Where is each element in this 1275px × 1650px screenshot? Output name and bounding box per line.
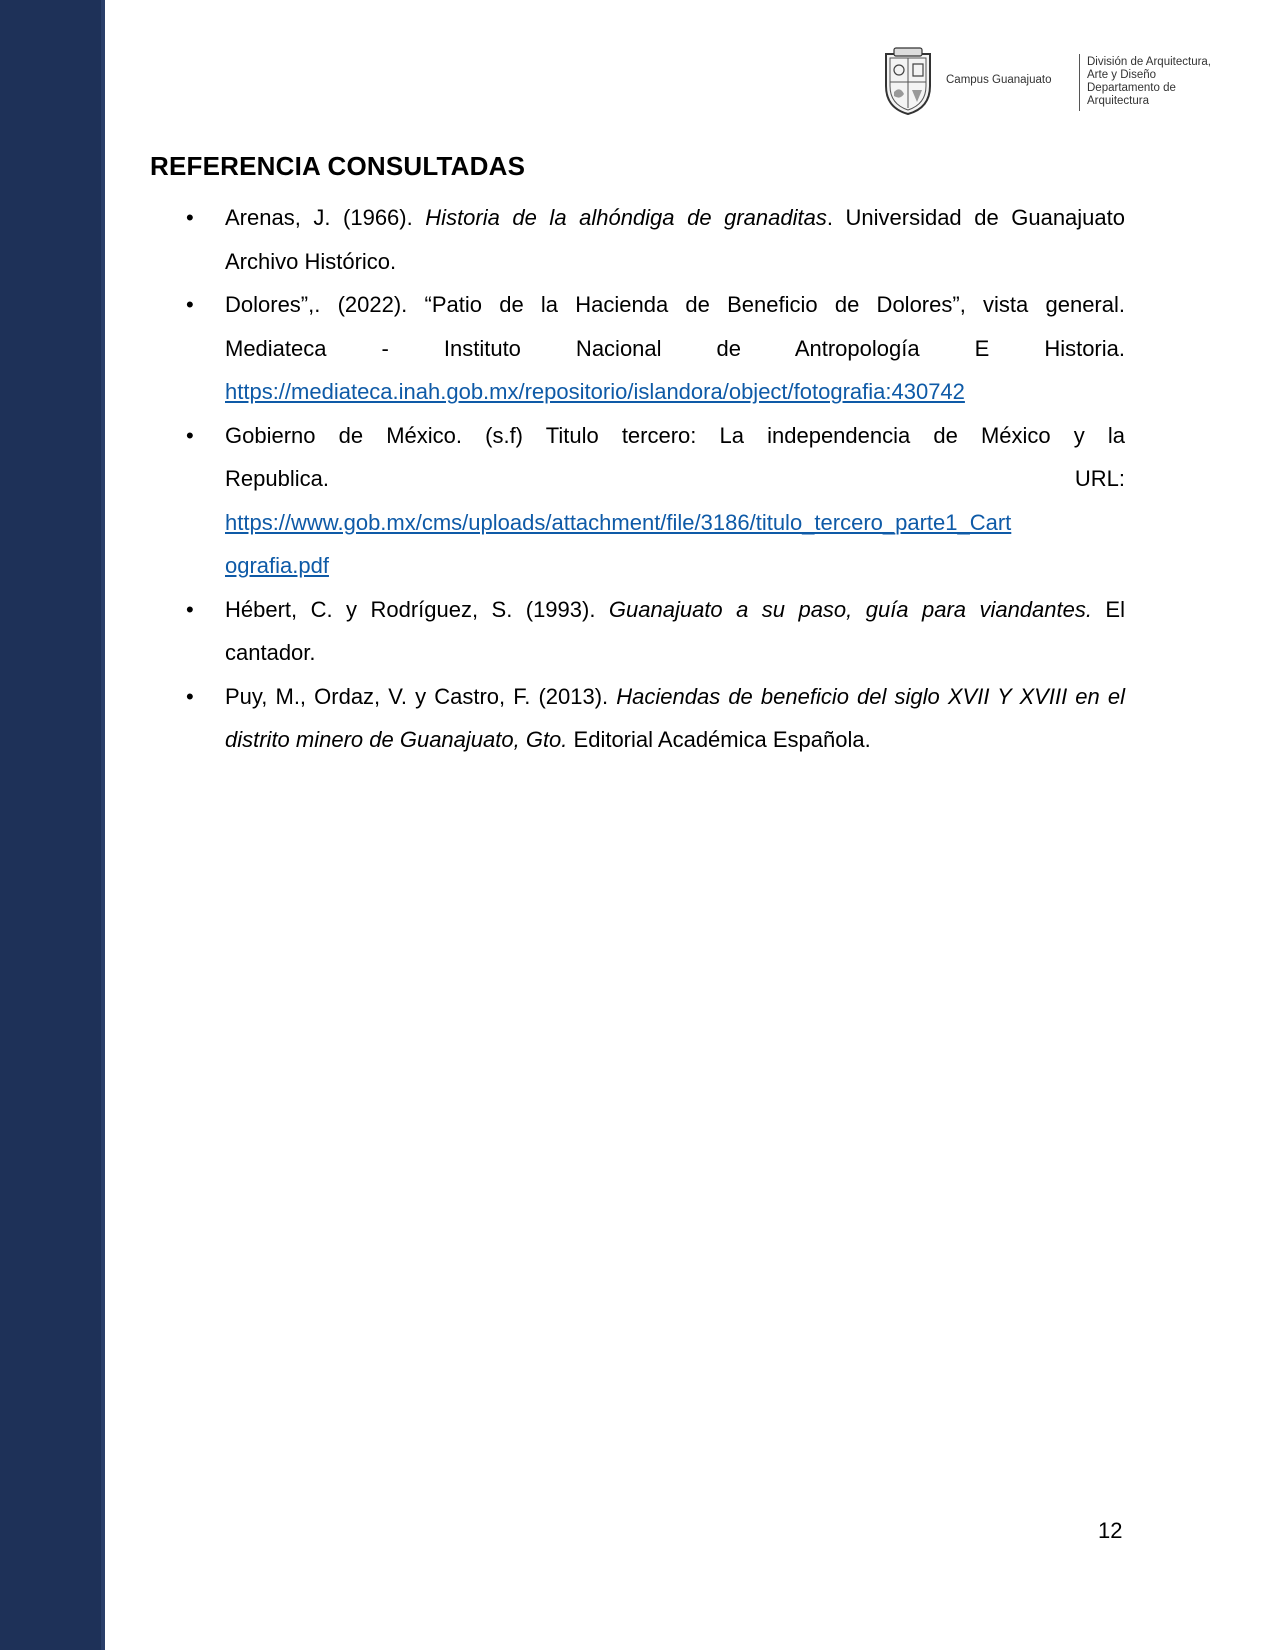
division-line: Arquitectura — [1087, 95, 1150, 107]
reference-title: Historia de la alhóndiga de granaditas — [425, 205, 827, 230]
reference-text: . Universidad de Guanajuato Archivo Histórico. — [225, 205, 1125, 274]
side-color-band — [0, 0, 105, 1650]
reference-link[interactable]: https://mediateca.inah.gob.mx/repositorio/islandora/object/fotografia:430742 — [225, 379, 965, 404]
section-title: REFERENCIA CONSULTADAS — [150, 151, 526, 181]
reference-text: Puy, M., Ordaz, V. y Castro, F. (2013). — [225, 683, 617, 709]
reference-text: URL: — [1074, 466, 1125, 491]
reference-item — [225, 588, 1125, 675]
reference-text: • Gobierno de México. (s.f) Titulo tercero: La independencia de México y la — [225, 422, 1125, 448]
division-line: Arte y Diseño — [1087, 69, 1157, 81]
reference-link-continued[interactable]: ografia.pdf — [225, 553, 329, 578]
campus-name: Campus Guanajuato — [946, 74, 1052, 86]
reference-list — [225, 196, 1125, 762]
reference-text: Mediateca - Instituto Nacional de Antropología E Historia. — [225, 335, 1125, 361]
header-divider — [1079, 54, 1080, 111]
page-header — [880, 44, 1240, 120]
division-name — [1087, 56, 1211, 108]
reference-text: Hébert, C. y Rodríguez, S. (1993). — [225, 596, 609, 622]
reference-link[interactable]: https://www.gob.mx/cms/uploads/attachment/file/3186/titulo_tercero_parte1_Cart — [225, 509, 1012, 535]
page-number: 12 — [1098, 1518, 1123, 1543]
reference-text: • Dolores”,. (2022). “Patio de la Hacienda de Beneficio de Dolores”, vista general. — [225, 292, 1125, 317]
reference-title: Guanajuato a su paso, guía para viandantes. — [608, 596, 1092, 622]
reference-item — [225, 675, 1125, 762]
university-crest-icon — [880, 46, 936, 116]
reference-item — [225, 196, 1125, 283]
reference-text: El cantador. — [225, 596, 1125, 665]
reference-text: Arenas, J. (1966). — [225, 205, 426, 230]
division-line: Departamento de — [1087, 82, 1176, 94]
reference-item — [225, 414, 1125, 588]
reference-title: Haciendas de beneficio del siglo XVII Y XVIII en el distrito minero de Guanajuato, Gto. — [225, 683, 1125, 752]
reference-item — [225, 283, 1125, 414]
reference-text: Republica. — [225, 466, 329, 491]
reference-text: Editorial Académica Española. — [567, 727, 871, 752]
division-line: División de Arquitectura, — [1087, 56, 1212, 68]
